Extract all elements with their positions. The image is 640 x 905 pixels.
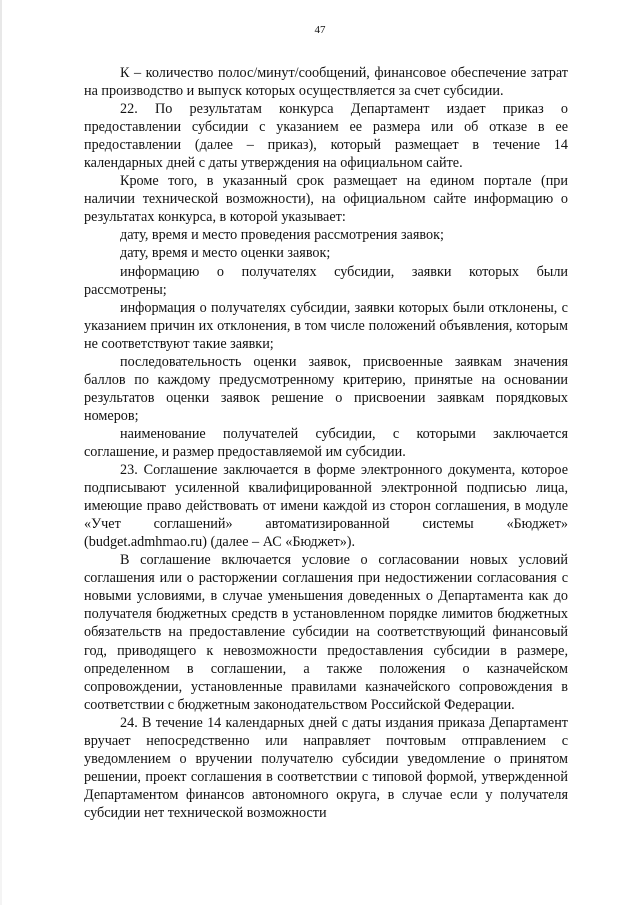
page-edge [0, 0, 2, 905]
list-item-evaluation-order: последовательность оценки заявок, присвоенные заявкам значения баллов по каждому предусмотренному критерию, принятые на основании результатов оценки заявок решение о присвоении заявкам порядковых номеров; [84, 353, 568, 424]
paragraph-agreement-conditions: В соглашение включается условие о согласовании новых условий соглашения или о расторжении соглашения при недостижении согласования с новыми условиями, в случае уменьшения доведенных о Департамента как до получателя бюджетных средств в установленном порядке лимитов бюджетных обязательств на предоставление субсидии на соответствующий финансовый год, приводящего к невозможности предоставления субсидии в размере, определенном в соглашении, а также положения о казначейском сопровождении, установленные правилами казначейского сопровождения в соответствии с бюджетным законодательством Российской Федерации. [84, 552, 568, 713]
paragraph-23: 23. Соглашение заключается в форме электронного документа, которое подписывают усиленной квалифицированной электронной подписью лица, имеющие право действовать от имени каждой из сторон соглашения, в модуле «Учет соглашений» автоматизированной системы «Бюджет» (budget.admhmao.ru) (далее – АС «Бюджет»). [84, 462, 568, 551]
paragraph-24: 24. В течение 14 календарных дней с даты издания приказа Департамент вручает непосредственно или направляет почтовым отправлением с уведомлением о вручении получателю субсидии уведомление о принятом решении, проект соглашения в соответствии с типовой формой, утвержденной Департаментом финансов автономного округа, в случае если у получателя субсидии нет технической возможности [84, 714, 568, 821]
list-item-evaluation-date: дату, время и место оценки заявок; [120, 245, 331, 262]
list-item-rejected-applicants: информация о получателях субсидии, заявки которых были отклонены, с указанием причин их отклонения, в том числе положений объявления, которым не соответствуют такие заявки; [84, 299, 568, 352]
document-body [84, 64, 568, 822]
list-item-reviewed-applicants: информацию о получателях субсидии, заявки которых были рассмотрены; [84, 263, 568, 298]
paragraph-22: 22. По результатам конкурса Департамент издает приказ о предоставлении субсидии с указанием ее размера или об отказе в ее предоставлении (далее – приказ), который размещает в течение 14 календарных дней с даты утверждения на официальном сайте. [84, 101, 568, 172]
list-item-review-date: дату, время и место проведения рассмотрения заявок; [120, 227, 444, 244]
list-item-recipients: наименование получателей субсидии, с которыми заключается соглашение, и размер предоставляемой им субсидии. [84, 425, 568, 460]
paragraph-publication: Кроме того, в указанный срок размещает на едином портале (при наличии технической возможности), на официальном сайте информацию о результатах конкурса, в которой указывает: [84, 173, 568, 226]
page-number: 47 [314, 24, 326, 36]
paragraph-k-definition: К – количество полос/минут/сообщений, финансовое обеспечение затрат на производство и выпуск которых осуществляется за счет субсидии. [84, 65, 568, 100]
